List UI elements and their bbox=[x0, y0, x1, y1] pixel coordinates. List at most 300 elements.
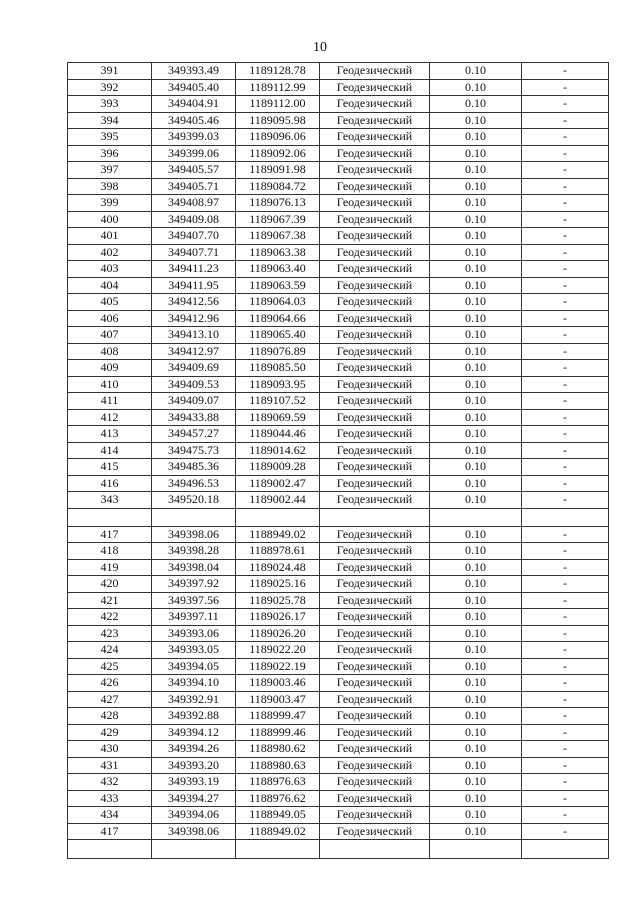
cell-note: - bbox=[522, 162, 609, 179]
cell-note: - bbox=[522, 294, 609, 311]
cell-note: - bbox=[522, 112, 609, 129]
cell-coord-x: 349393.05 bbox=[152, 642, 236, 659]
cell-point-number: 427 bbox=[68, 691, 152, 708]
cell-coord-x: 349399.03 bbox=[152, 129, 236, 146]
cell-coord-x: 349520.18 bbox=[152, 492, 236, 509]
cell-point-number: 397 bbox=[68, 162, 152, 179]
table-row bbox=[68, 774, 609, 791]
cell-note: - bbox=[522, 360, 609, 377]
cell-accuracy: 0.10 bbox=[430, 675, 522, 692]
table-row bbox=[68, 559, 609, 576]
cell-accuracy: 0.10 bbox=[430, 774, 522, 791]
cell-coord-y: 1189093.95 bbox=[236, 376, 320, 393]
cell-note: - bbox=[522, 277, 609, 294]
cell-point-number bbox=[68, 840, 152, 859]
cell-accuracy: 0.10 bbox=[430, 211, 522, 228]
cell-point-number: 400 bbox=[68, 211, 152, 228]
cell-method: Геодезический bbox=[320, 343, 430, 360]
cell-coord-x: 349393.06 bbox=[152, 625, 236, 642]
cell-note: - bbox=[522, 244, 609, 261]
cell-point-number: 407 bbox=[68, 327, 152, 344]
cell-accuracy: 0.10 bbox=[430, 129, 522, 146]
cell-note bbox=[522, 840, 609, 859]
cell-method: Геодезический bbox=[320, 691, 430, 708]
cell-note: - bbox=[522, 327, 609, 344]
cell-accuracy: 0.10 bbox=[430, 757, 522, 774]
cell-coord-x: 349409.69 bbox=[152, 360, 236, 377]
cell-method: Геодезический bbox=[320, 807, 430, 824]
cell-note: - bbox=[522, 790, 609, 807]
cell-note: - bbox=[522, 526, 609, 543]
cell-coord-y: 1189064.03 bbox=[236, 294, 320, 311]
table-row bbox=[68, 823, 609, 840]
cell-accuracy: 0.10 bbox=[430, 294, 522, 311]
cell-coord-y: 1189003.47 bbox=[236, 691, 320, 708]
cell-point-number: 418 bbox=[68, 543, 152, 560]
cell-point-number: 406 bbox=[68, 310, 152, 327]
cell-coord-x: 349457.27 bbox=[152, 426, 236, 443]
cell-coord-y: 1189025.16 bbox=[236, 576, 320, 593]
cell-accuracy: 0.10 bbox=[430, 112, 522, 129]
cell-method: Геодезический bbox=[320, 426, 430, 443]
cell-note: - bbox=[522, 426, 609, 443]
cell-coord-y: 1188949.05 bbox=[236, 807, 320, 824]
cell-coord-x: 349411.23 bbox=[152, 261, 236, 278]
table-row bbox=[68, 609, 609, 626]
table-row bbox=[68, 642, 609, 659]
table-row bbox=[68, 310, 609, 327]
cell-note: - bbox=[522, 178, 609, 195]
cell-coord-y: 1189002.47 bbox=[236, 475, 320, 492]
cell-point-number: 399 bbox=[68, 195, 152, 212]
cell-method: Геодезический bbox=[320, 708, 430, 725]
cell-accuracy: 0.10 bbox=[430, 691, 522, 708]
cell-accuracy: 0.10 bbox=[430, 277, 522, 294]
cell-note: - bbox=[522, 543, 609, 560]
cell-note: - bbox=[522, 195, 609, 212]
cell-coord-y: 1188949.02 bbox=[236, 526, 320, 543]
cell-note: - bbox=[522, 823, 609, 840]
cell-coord-x: 349394.10 bbox=[152, 675, 236, 692]
cell-coord-y: 1188980.63 bbox=[236, 757, 320, 774]
coordinates-table bbox=[67, 62, 609, 859]
cell-point-number: 392 bbox=[68, 79, 152, 96]
cell-coord-y: 1188978.61 bbox=[236, 543, 320, 560]
cell-coord-y: 1189064.66 bbox=[236, 310, 320, 327]
cell-coord-x: 349394.12 bbox=[152, 724, 236, 741]
cell-method: Геодезический bbox=[320, 277, 430, 294]
cell-coord-y: 1189063.59 bbox=[236, 277, 320, 294]
cell-method: Геодезический bbox=[320, 625, 430, 642]
cell-coord-y: 1189065.40 bbox=[236, 327, 320, 344]
cell-point-number: 417 bbox=[68, 823, 152, 840]
cell-note: - bbox=[522, 228, 609, 245]
cell-coord-x: 349409.07 bbox=[152, 393, 236, 410]
table-row bbox=[68, 79, 609, 96]
cell-method: Геодезический bbox=[320, 211, 430, 228]
cell-accuracy: 0.10 bbox=[430, 658, 522, 675]
table-row bbox=[68, 840, 609, 859]
cell-coord-x: 349485.36 bbox=[152, 459, 236, 476]
cell-note: - bbox=[522, 691, 609, 708]
cell-method: Геодезический bbox=[320, 294, 430, 311]
cell-coord-y: 1189002.44 bbox=[236, 492, 320, 509]
cell-point-number: 428 bbox=[68, 708, 152, 725]
table-row bbox=[68, 625, 609, 642]
cell-accuracy: 0.10 bbox=[430, 327, 522, 344]
cell-coord-x: 349394.05 bbox=[152, 658, 236, 675]
cell-method: Геодезический bbox=[320, 178, 430, 195]
table-row bbox=[68, 178, 609, 195]
cell-point-number: 402 bbox=[68, 244, 152, 261]
cell-coord-x: 349496.53 bbox=[152, 475, 236, 492]
cell-accuracy: 0.10 bbox=[430, 178, 522, 195]
cell-method: Геодезический bbox=[320, 459, 430, 476]
cell-point-number: 409 bbox=[68, 360, 152, 377]
cell-note: - bbox=[522, 625, 609, 642]
cell-coord-y: 1189128.78 bbox=[236, 63, 320, 80]
cell-method: Геодезический bbox=[320, 675, 430, 692]
cell-point-number: 408 bbox=[68, 343, 152, 360]
cell-method: Геодезический bbox=[320, 376, 430, 393]
cell-coord-y: 1189096.06 bbox=[236, 129, 320, 146]
cell-point-number: 432 bbox=[68, 774, 152, 791]
cell-method: Геодезический bbox=[320, 642, 430, 659]
cell-method: Геодезический bbox=[320, 162, 430, 179]
cell-note: - bbox=[522, 442, 609, 459]
cell-note: - bbox=[522, 642, 609, 659]
cell-coord-x: 349393.49 bbox=[152, 63, 236, 80]
cell-coord-x: 349398.04 bbox=[152, 559, 236, 576]
table-row bbox=[68, 261, 609, 278]
cell-method: Геодезический bbox=[320, 244, 430, 261]
cell-note: - bbox=[522, 261, 609, 278]
cell-coord-x: 349407.71 bbox=[152, 244, 236, 261]
cell-accuracy: 0.10 bbox=[430, 162, 522, 179]
cell-method: Геодезический bbox=[320, 576, 430, 593]
cell-coord-y: 1189009.28 bbox=[236, 459, 320, 476]
cell-coord-x: 349398.06 bbox=[152, 526, 236, 543]
cell-method: Геодезический bbox=[320, 442, 430, 459]
cell-coord-y: 1189092.06 bbox=[236, 145, 320, 162]
cell-method: Геодезический bbox=[320, 393, 430, 410]
cell-accuracy: 0.10 bbox=[430, 576, 522, 593]
cell-coord-y: 1189003.46 bbox=[236, 675, 320, 692]
table-row bbox=[68, 741, 609, 758]
cell-point-number: 343 bbox=[68, 492, 152, 509]
cell-coord-y: 1189022.20 bbox=[236, 642, 320, 659]
cell-coord-y: 1189063.38 bbox=[236, 244, 320, 261]
cell-accuracy: 0.10 bbox=[430, 642, 522, 659]
cell-method: Геодезический bbox=[320, 741, 430, 758]
table-row bbox=[68, 426, 609, 443]
cell-accuracy: 0.10 bbox=[430, 195, 522, 212]
cell-point-number: 420 bbox=[68, 576, 152, 593]
cell-accuracy: 0.10 bbox=[430, 96, 522, 113]
cell-note: - bbox=[522, 807, 609, 824]
cell-method: Геодезический bbox=[320, 592, 430, 609]
table-row bbox=[68, 442, 609, 459]
cell-coord-x: 349412.56 bbox=[152, 294, 236, 311]
cell-coord-x: 349393.19 bbox=[152, 774, 236, 791]
table-row bbox=[68, 145, 609, 162]
cell-accuracy: 0.10 bbox=[430, 708, 522, 725]
cell-point-number: 412 bbox=[68, 409, 152, 426]
cell-note: - bbox=[522, 708, 609, 725]
table-row bbox=[68, 129, 609, 146]
table-row bbox=[68, 112, 609, 129]
cell-coord-y: 1189107.52 bbox=[236, 393, 320, 410]
cell-coord-x: 349413.10 bbox=[152, 327, 236, 344]
table-row bbox=[68, 691, 609, 708]
cell-accuracy: 0.10 bbox=[430, 459, 522, 476]
table-row bbox=[68, 277, 609, 294]
table-row bbox=[68, 592, 609, 609]
cell-method: Геодезический bbox=[320, 492, 430, 509]
cell-coord-y: 1189067.38 bbox=[236, 228, 320, 245]
cell-method: Геодезический bbox=[320, 261, 430, 278]
cell-coord-x: 349397.92 bbox=[152, 576, 236, 593]
cell-note: - bbox=[522, 145, 609, 162]
table-row bbox=[68, 360, 609, 377]
cell-coord-x: 349412.97 bbox=[152, 343, 236, 360]
cell-coord-x: 349408.97 bbox=[152, 195, 236, 212]
table-row bbox=[68, 526, 609, 543]
table-row bbox=[68, 195, 609, 212]
cell-method: Геодезический bbox=[320, 774, 430, 791]
cell-coord-x: 349394.26 bbox=[152, 741, 236, 758]
cell-note: - bbox=[522, 211, 609, 228]
cell-note bbox=[522, 508, 609, 526]
cell-method: Геодезический bbox=[320, 609, 430, 626]
cell-coord-y: 1189026.20 bbox=[236, 625, 320, 642]
cell-coord-y: 1188999.47 bbox=[236, 708, 320, 725]
cell-method: Геодезический bbox=[320, 360, 430, 377]
table-row bbox=[68, 658, 609, 675]
table-row bbox=[68, 708, 609, 725]
cell-coord-y: 1188980.62 bbox=[236, 741, 320, 758]
cell-point-number: 421 bbox=[68, 592, 152, 609]
cell-note: - bbox=[522, 658, 609, 675]
table-row bbox=[68, 376, 609, 393]
cell-coord-x: 349397.11 bbox=[152, 609, 236, 626]
cell-coord-x: 349405.57 bbox=[152, 162, 236, 179]
cell-point-number: 398 bbox=[68, 178, 152, 195]
cell-accuracy: 0.10 bbox=[430, 492, 522, 509]
cell-point-number: 404 bbox=[68, 277, 152, 294]
table-row bbox=[68, 327, 609, 344]
cell-coord-x bbox=[152, 508, 236, 526]
cell-accuracy: 0.10 bbox=[430, 741, 522, 758]
cell-coord-y bbox=[236, 840, 320, 859]
cell-note: - bbox=[522, 609, 609, 626]
table-row bbox=[68, 724, 609, 741]
cell-coord-x: 349399.06 bbox=[152, 145, 236, 162]
cell-accuracy: 0.10 bbox=[430, 360, 522, 377]
table-row bbox=[68, 790, 609, 807]
cell-method: Геодезический bbox=[320, 145, 430, 162]
cell-method: Геодезический bbox=[320, 409, 430, 426]
cell-coord-y: 1189084.72 bbox=[236, 178, 320, 195]
cell-note: - bbox=[522, 492, 609, 509]
cell-accuracy: 0.10 bbox=[430, 592, 522, 609]
cell-accuracy: 0.10 bbox=[430, 823, 522, 840]
cell-point-number: 434 bbox=[68, 807, 152, 824]
cell-method: Геодезический bbox=[320, 228, 430, 245]
cell-point-number: 430 bbox=[68, 741, 152, 758]
cell-coord-x: 349475.73 bbox=[152, 442, 236, 459]
cell-coord-y: 1188999.46 bbox=[236, 724, 320, 741]
cell-coord-y: 1189095.98 bbox=[236, 112, 320, 129]
cell-accuracy: 0.10 bbox=[430, 426, 522, 443]
cell-note: - bbox=[522, 741, 609, 758]
cell-accuracy: 0.10 bbox=[430, 807, 522, 824]
cell-coord-y: 1189091.98 bbox=[236, 162, 320, 179]
cell-coord-y bbox=[236, 508, 320, 526]
cell-note: - bbox=[522, 96, 609, 113]
cell-accuracy: 0.10 bbox=[430, 228, 522, 245]
cell-accuracy: 0.10 bbox=[430, 543, 522, 560]
cell-note: - bbox=[522, 559, 609, 576]
cell-note: - bbox=[522, 79, 609, 96]
cell-method: Геодезический bbox=[320, 96, 430, 113]
cell-coord-x: 349407.70 bbox=[152, 228, 236, 245]
cell-coord-y: 1189076.13 bbox=[236, 195, 320, 212]
cell-coord-y: 1189063.40 bbox=[236, 261, 320, 278]
cell-point-number: 391 bbox=[68, 63, 152, 80]
cell-accuracy: 0.10 bbox=[430, 625, 522, 642]
cell-accuracy: 0.10 bbox=[430, 145, 522, 162]
cell-note: - bbox=[522, 774, 609, 791]
cell-point-number: 414 bbox=[68, 442, 152, 459]
cell-method: Геодезический bbox=[320, 757, 430, 774]
cell-method: Геодезический bbox=[320, 658, 430, 675]
cell-accuracy: 0.10 bbox=[430, 475, 522, 492]
cell-point-number: 433 bbox=[68, 790, 152, 807]
cell-accuracy: 0.10 bbox=[430, 724, 522, 741]
cell-method: Геодезический bbox=[320, 63, 430, 80]
cell-coord-y: 1189022.19 bbox=[236, 658, 320, 675]
cell-point-number: 401 bbox=[68, 228, 152, 245]
cell-coord-x: 349394.27 bbox=[152, 790, 236, 807]
cell-point-number: 431 bbox=[68, 757, 152, 774]
cell-method: Геодезический bbox=[320, 526, 430, 543]
cell-method: Геодезический bbox=[320, 310, 430, 327]
cell-point-number: 417 bbox=[68, 526, 152, 543]
cell-method bbox=[320, 508, 430, 526]
cell-method: Геодезический bbox=[320, 823, 430, 840]
cell-point-number: 405 bbox=[68, 294, 152, 311]
table-row bbox=[68, 211, 609, 228]
cell-accuracy: 0.10 bbox=[430, 790, 522, 807]
cell-accuracy: 0.10 bbox=[430, 609, 522, 626]
cell-coord-x: 349433.88 bbox=[152, 409, 236, 426]
table-row bbox=[68, 757, 609, 774]
cell-coord-x: 349397.56 bbox=[152, 592, 236, 609]
cell-coord-x: 349404.91 bbox=[152, 96, 236, 113]
cell-coord-y: 1189069.59 bbox=[236, 409, 320, 426]
cell-accuracy: 0.10 bbox=[430, 409, 522, 426]
table-row bbox=[68, 63, 609, 80]
cell-coord-y: 1189085.50 bbox=[236, 360, 320, 377]
table-row bbox=[68, 409, 609, 426]
cell-accuracy: 0.10 bbox=[430, 79, 522, 96]
cell-coord-y: 1189044.46 bbox=[236, 426, 320, 443]
cell-point-number: 411 bbox=[68, 393, 152, 410]
table-row bbox=[68, 543, 609, 560]
cell-note: - bbox=[522, 475, 609, 492]
cell-method: Геодезический bbox=[320, 543, 430, 560]
cell-coord-x bbox=[152, 840, 236, 859]
cell-coord-x: 349412.96 bbox=[152, 310, 236, 327]
table-row bbox=[68, 807, 609, 824]
cell-point-number: 416 bbox=[68, 475, 152, 492]
cell-point-number: 394 bbox=[68, 112, 152, 129]
cell-point-number: 393 bbox=[68, 96, 152, 113]
table-row bbox=[68, 492, 609, 509]
cell-coord-x: 349409.08 bbox=[152, 211, 236, 228]
cell-method: Геодезический bbox=[320, 112, 430, 129]
cell-note: - bbox=[522, 376, 609, 393]
cell-coord-x: 349393.20 bbox=[152, 757, 236, 774]
cell-coord-x: 349392.91 bbox=[152, 691, 236, 708]
cell-note: - bbox=[522, 343, 609, 360]
table-row bbox=[68, 475, 609, 492]
table-row bbox=[68, 576, 609, 593]
cell-accuracy: 0.10 bbox=[430, 376, 522, 393]
cell-note: - bbox=[522, 409, 609, 426]
cell-note: - bbox=[522, 63, 609, 80]
cell-accuracy: 0.10 bbox=[430, 442, 522, 459]
cell-note: - bbox=[522, 459, 609, 476]
cell-accuracy: 0.10 bbox=[430, 310, 522, 327]
cell-coord-x: 349405.40 bbox=[152, 79, 236, 96]
table-row bbox=[68, 508, 609, 526]
cell-note: - bbox=[522, 393, 609, 410]
cell-point-number: 429 bbox=[68, 724, 152, 741]
cell-note: - bbox=[522, 576, 609, 593]
cell-accuracy: 0.10 bbox=[430, 343, 522, 360]
cell-note: - bbox=[522, 724, 609, 741]
table-row bbox=[68, 244, 609, 261]
cell-accuracy: 0.10 bbox=[430, 63, 522, 80]
cell-accuracy: 0.10 bbox=[430, 261, 522, 278]
cell-method: Геодезический bbox=[320, 724, 430, 741]
table-row bbox=[68, 343, 609, 360]
cell-coord-y: 1189076.89 bbox=[236, 343, 320, 360]
cell-coord-y: 1189026.17 bbox=[236, 609, 320, 626]
cell-coord-y: 1189067.39 bbox=[236, 211, 320, 228]
cell-point-number: 425 bbox=[68, 658, 152, 675]
cell-coord-y: 1188976.62 bbox=[236, 790, 320, 807]
cell-accuracy bbox=[430, 508, 522, 526]
cell-coord-x: 349394.06 bbox=[152, 807, 236, 824]
page-number: 10 bbox=[313, 40, 327, 55]
cell-accuracy: 0.10 bbox=[430, 393, 522, 410]
cell-method: Геодезический bbox=[320, 327, 430, 344]
cell-point-number: 413 bbox=[68, 426, 152, 443]
cell-note: - bbox=[522, 757, 609, 774]
cell-method bbox=[320, 840, 430, 859]
cell-point-number bbox=[68, 508, 152, 526]
cell-accuracy bbox=[430, 840, 522, 859]
cell-point-number: 395 bbox=[68, 129, 152, 146]
cell-coord-x: 349405.71 bbox=[152, 178, 236, 195]
cell-method: Геодезический bbox=[320, 79, 430, 96]
table-row bbox=[68, 294, 609, 311]
cell-note: - bbox=[522, 310, 609, 327]
cell-coord-y: 1189112.00 bbox=[236, 96, 320, 113]
